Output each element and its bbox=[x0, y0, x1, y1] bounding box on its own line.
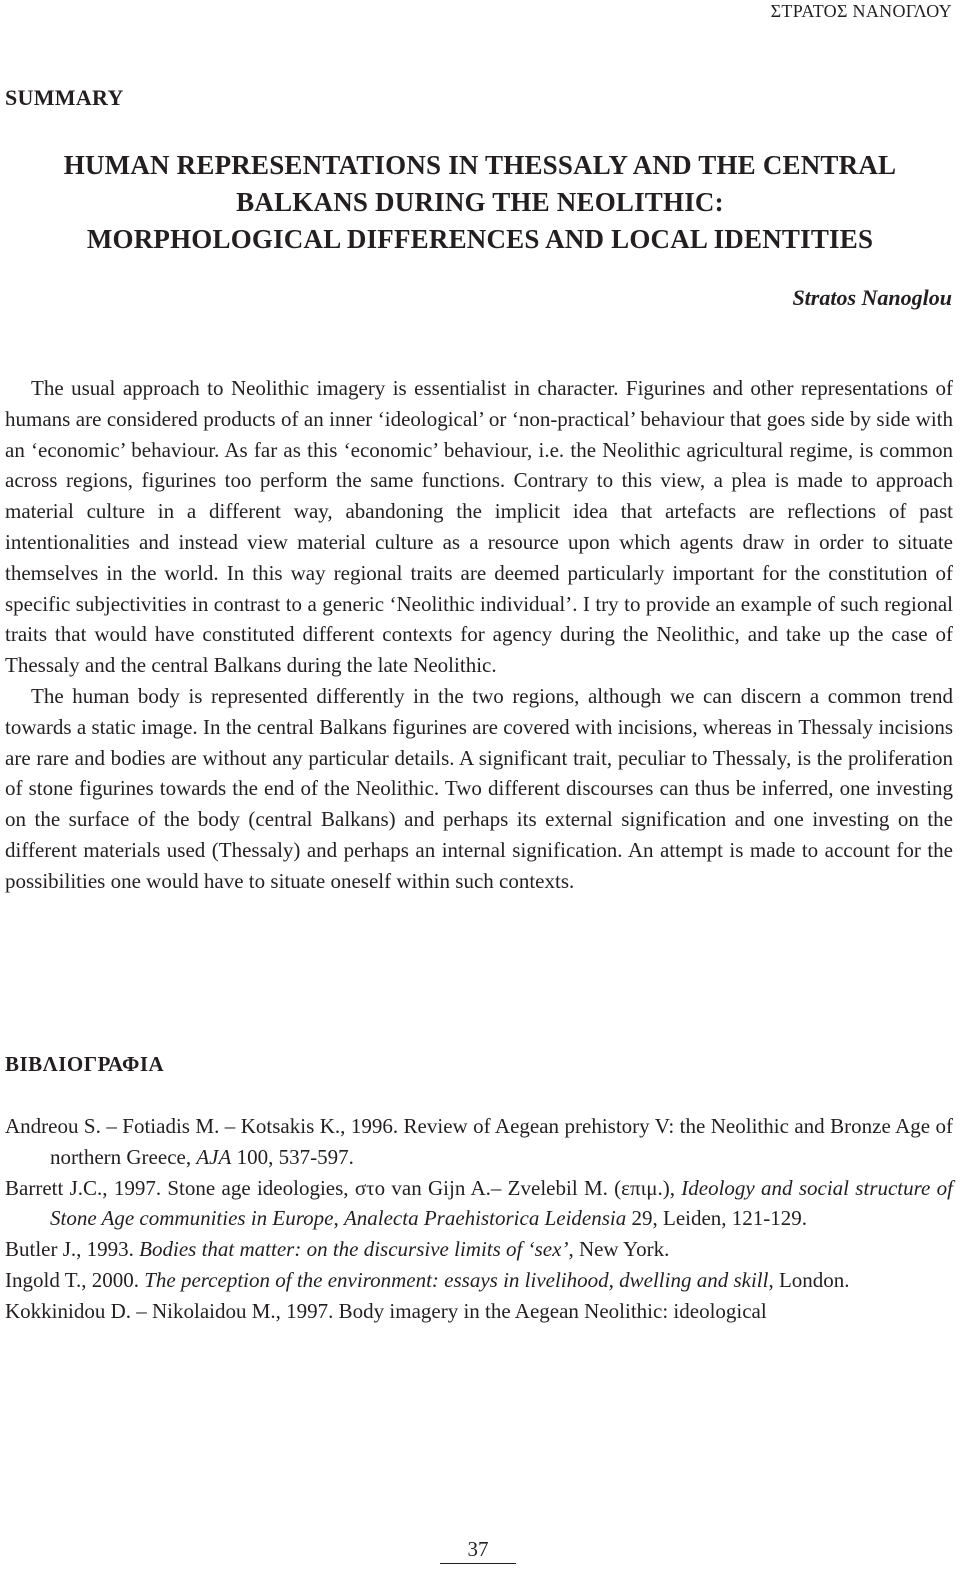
entry-text: Ingold T., 2000. bbox=[5, 1267, 145, 1292]
summary-label: SUMMARY bbox=[5, 85, 124, 110]
bibliography-entry bbox=[5, 1296, 953, 1327]
bibliography-heading: ΒΙΒΛΙΟΓΡΑΦΙΑ bbox=[5, 1052, 165, 1076]
entry-text: , London. bbox=[768, 1267, 850, 1292]
author-name: Stratos Nanoglou bbox=[792, 285, 952, 310]
bibliography-entry bbox=[5, 1234, 953, 1265]
entry-text: Barrett J.C., 1997. Stone age ideologies, στο van Gijn A.– Zvelebil M. (επιμ.), bbox=[5, 1175, 682, 1200]
bibliography-entry bbox=[5, 1173, 953, 1235]
title-line: MORPHOLOGICAL DIFFERENCES AND LOCAL IDENTITIES bbox=[86, 224, 874, 254]
title-line: HUMAN REPRESENTATIONS IN THESSALY AND THE CENTRAL bbox=[63, 150, 897, 180]
entry-text: Kokkinidou D. – Nikolaidou M., 1997. Body imagery in the Aegean Neolithic: ideological bbox=[5, 1298, 767, 1323]
entry-text: Andreou S. – Fotiadis M. – Kotsakis K., 1996. Review of Aegean prehistory V: the Neolithic and Bronze Age of northern Greece, bbox=[5, 1114, 953, 1169]
bibliography-list bbox=[5, 1111, 953, 1327]
entry-text: Butler J., 1993. bbox=[5, 1237, 140, 1262]
article-title bbox=[0, 147, 960, 258]
bibliography-entry bbox=[5, 1265, 953, 1296]
running-head: ΣΤΡΑΤΟΣ ΝΑΝΟΓΛΟΥ bbox=[770, 1, 952, 21]
entry-text: , bbox=[333, 1206, 344, 1231]
summary-paragraph: The human body is represented differently in the two regions, although we can discern a common trend towards a static image. In the central Balkans figurines are covered with incisions, whereas in Thessaly incisions are rare and bodies are without any particular details. A significant trait, peculiar to Thessaly, is the proliferation of stone figurines towards the end of the Neolithic. Two different discourses can thus be inferred, one investing on the surface of the body (central Balkans) and perhaps its external signification and one investing on the different materials used (Thessaly) and perhaps an internal signification. An attempt is made to account for the possibilities one would have to situate oneself within such contexts. bbox=[5, 683, 953, 893]
summary-paragraph: The usual approach to Neolithic imagery is essentialist in character. Figurines and other representations of humans are considered products of an inner ‘ideological’ or ‘non-practical’ behaviour that goes side by side with an ‘economic’ behaviour. As far as this ‘economic’ behaviour, i.e. the Neolithic agricultural regime, is common across regions, figurines too perform the same functions. Contrary to this view, a plea is made to approach material culture in a different way, abandoning the implicit idea that artefacts are reflections of past intentionalities and instead view material culture as a resource upon which agents draw in order to situate themselves in the world. In this way regional traits are deemed particularly important for the constitution of specific subjectivities in contrast to a generic ‘Neolithic individual’. I try to provide an example of such regional traits that would have constituted different contexts for agency during the Neolithic, and take up the case of Thessaly and the central Balkans during the late Neolithic. bbox=[5, 376, 953, 678]
entry-series: Analecta Praehistorica Leidensia bbox=[343, 1206, 627, 1231]
bibliography-entry bbox=[5, 1111, 953, 1173]
entry-text: , New York. bbox=[568, 1237, 670, 1262]
page-number: 37 bbox=[440, 1535, 516, 1564]
summary-body bbox=[5, 373, 953, 897]
entry-book-title: The perception of the environment: essays in livelihood, dwelling and skill bbox=[144, 1267, 769, 1292]
entry-book-title: Bodies that matter: on the discursive limits of ‘sex’ bbox=[139, 1237, 569, 1262]
entry-text: 100, 537-597. bbox=[231, 1144, 354, 1169]
title-line: BALKANS DURING THE NEOLITHIC: bbox=[236, 187, 724, 217]
entry-text: 29, Leiden, 121-129. bbox=[626, 1206, 808, 1231]
entry-book-title: Ideology and social structure of Stone Age communities in Europe bbox=[50, 1175, 953, 1231]
entry-journal: AJA bbox=[196, 1144, 232, 1169]
